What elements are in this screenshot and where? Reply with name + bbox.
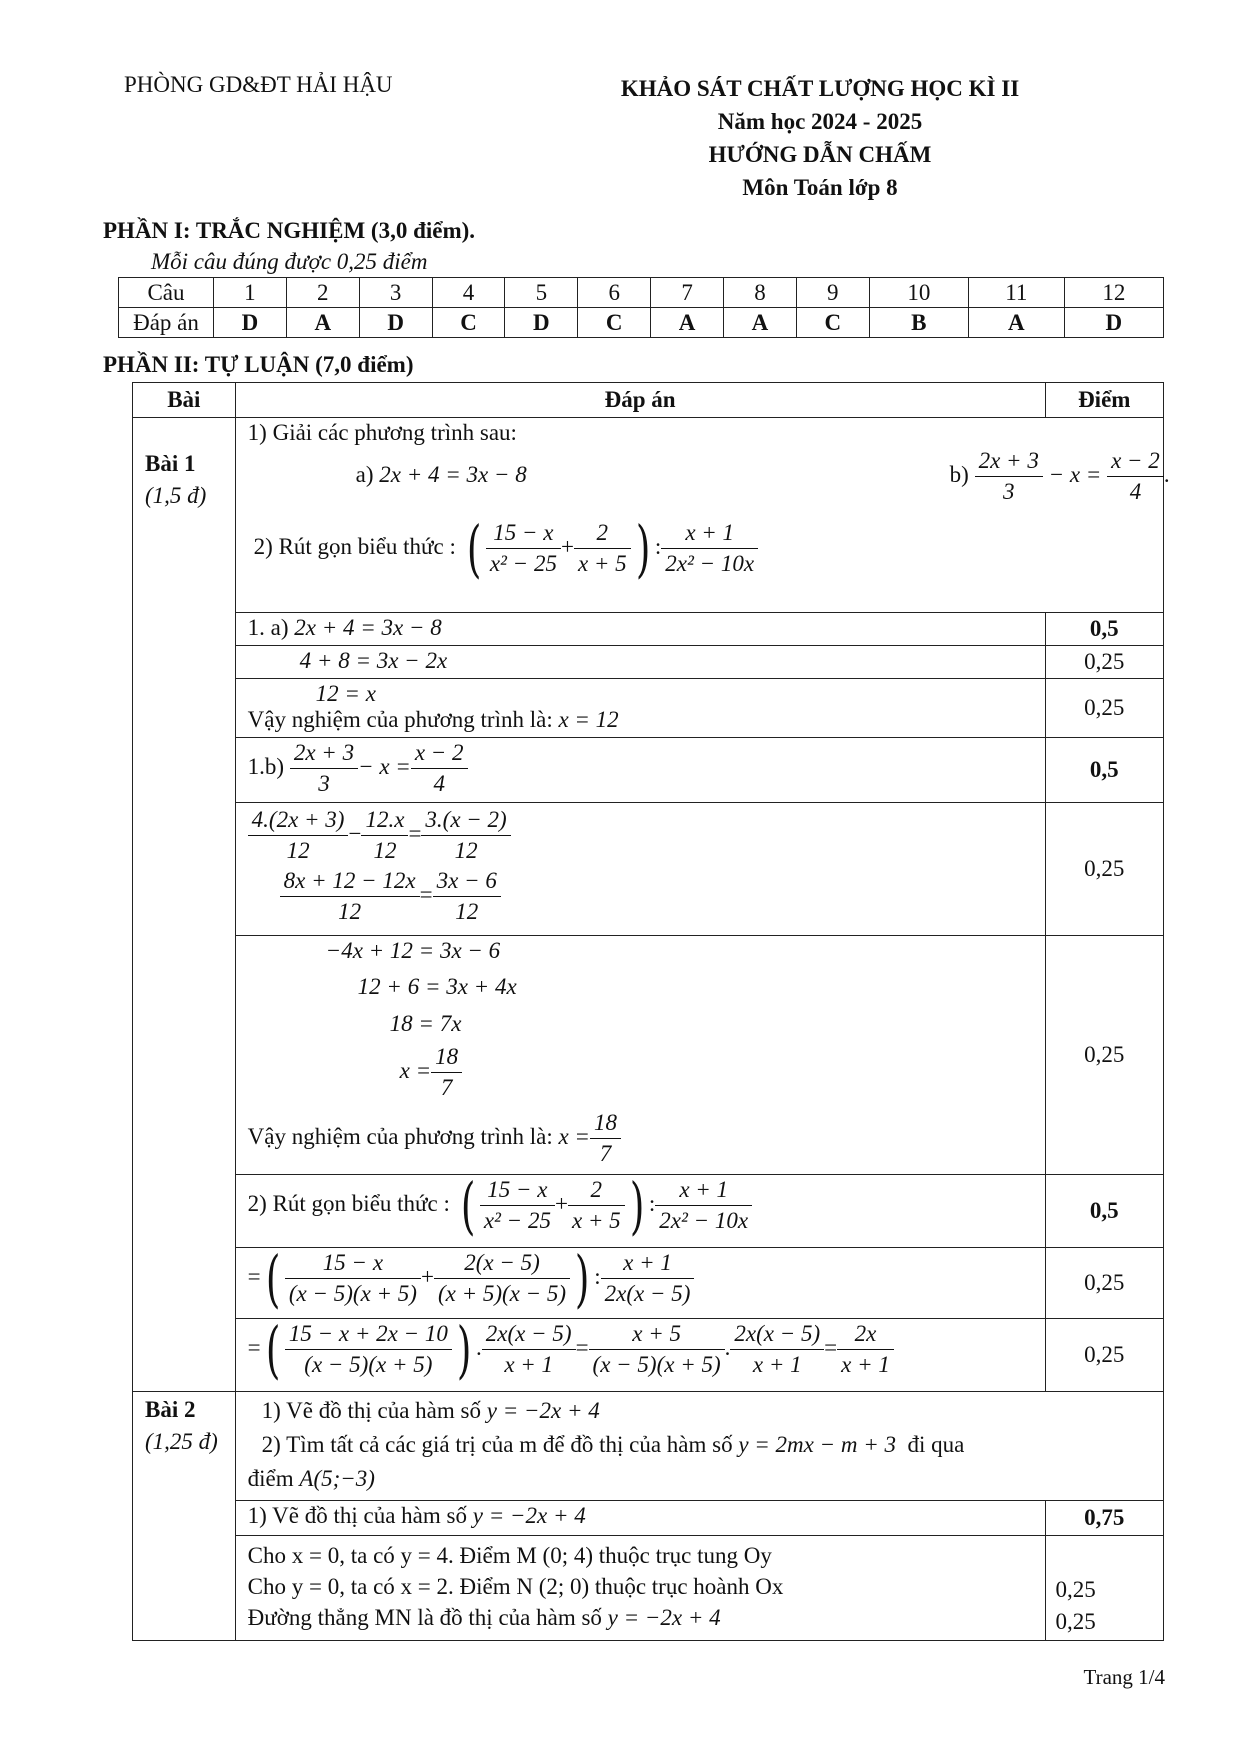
bai1-task2-label: 2) Rút gọn biểu thức :	[253, 533, 456, 559]
answer-letter: D	[505, 308, 578, 338]
step-eq: 2x + 4 = 3x − 8	[294, 615, 442, 640]
question-number: 4	[432, 278, 505, 308]
question-row-label: Câu	[119, 278, 214, 308]
part1-title: PHẦN I: TRẮC NGHIỆM (3,0 điểm).	[103, 218, 476, 243]
score: 0,25	[1055, 1609, 1096, 1634]
step-cell: 2) Rút gọn biểu thức : ( $\frac{15 - x}{\text{x² − 25}}$ + $\frac{2}{x + 5}$ ) : $\frac{x + 1}{\text{2x² − 10x}}$	[235, 1175, 1045, 1248]
step-label: 1.b)	[247, 753, 285, 779]
step-cell	[235, 1501, 1045, 1536]
question-row	[119, 278, 1164, 308]
bai2-task2-end: đi qua	[907, 1432, 965, 1457]
table-row	[133, 1501, 1164, 1536]
bai2-points: (1,25 đ)	[145, 1429, 218, 1454]
bai1-points: (1,5 đ)	[145, 483, 207, 508]
bai2-name: Bài 2	[145, 1397, 196, 1422]
table-row	[133, 646, 1164, 679]
score: 0,5	[1045, 738, 1164, 803]
score: 0,5	[1045, 613, 1164, 646]
bai2-problem-cell	[235, 1392, 1163, 1501]
table-row	[133, 1536, 1164, 1641]
bai1-problem-cell	[235, 418, 1170, 613]
step-eq: 4 + 8 = 3x − 2x	[299, 648, 448, 673]
score: 0,25	[1045, 936, 1164, 1175]
fraction: $\frac{2x + 3}{3}$	[975, 446, 1043, 507]
table-row	[133, 1248, 1164, 1319]
answer-letter: B	[869, 308, 968, 338]
table-row	[133, 1175, 1164, 1248]
table-row	[133, 936, 1164, 1175]
bai2-point-a: A(5;−3)	[299, 1466, 375, 1491]
school-year: Năm học 2024 - 2025	[717, 109, 923, 134]
col-header-dapan: Đáp án	[235, 383, 1045, 418]
conclusion-text: Vậy nghiệm của phương trình là:	[247, 707, 553, 732]
step-eq: 12 = x	[315, 681, 376, 706]
subject-title: Môn Toán lớp 8	[742, 175, 898, 200]
step-eq: 18 = 7x	[389, 1011, 462, 1036]
bai1-task1a	[356, 462, 527, 488]
step-eq: −4x + 12 = 3x − 6	[325, 938, 501, 963]
bai2-task2-line2: điểm	[247, 1466, 294, 1491]
step-cell	[235, 679, 1045, 738]
bai1-task1a-eq: 2x + 4 = 3x − 8	[379, 462, 527, 487]
table-row	[133, 613, 1164, 646]
answer-letter: D	[359, 308, 432, 338]
question-number: 12	[1064, 278, 1163, 308]
step-eq: y = −2x + 4	[607, 1605, 721, 1630]
table-row	[133, 738, 1164, 803]
answer-letter: C	[432, 308, 505, 338]
table-row	[133, 803, 1164, 936]
step-cell: −4x + 12 = 3x − 6 12 + 6 = 3x + 4x 18 = 7x x = $\frac{18}{7}$ Vậy nghiệm của phương trình là: x = $\frac{18}{7}$	[235, 936, 1045, 1175]
question-number: 7	[651, 278, 724, 308]
bai1-label-cell	[133, 418, 236, 1392]
table-row	[133, 418, 1164, 613]
bai2-task1-fn: y = −2x + 4	[486, 1398, 600, 1423]
question-number: 2	[286, 278, 359, 308]
table-row	[133, 679, 1164, 738]
answer-row	[119, 308, 1164, 338]
bai1-task1a-label: a)	[355, 462, 374, 487]
col-header-diem: Điểm	[1045, 383, 1164, 418]
essay-answer-table	[132, 382, 1170, 1641]
step-eq: y = −2x + 4	[472, 1503, 586, 1528]
step-label: 1. a)	[247, 615, 289, 640]
bai2-label-cell	[133, 1392, 236, 1641]
score: 0,25	[1055, 1577, 1096, 1602]
table-row	[133, 1319, 1164, 1392]
question-number: 6	[578, 278, 651, 308]
table-row	[133, 1392, 1164, 1501]
step-cell: $\frac{4.(2x + 3)}{12}$ − $\frac{12.x}{12}$ = $\frac{3.(x - 2)}{12}$ $\frac{8x + 12 - 12x}{12}$ = $\frac{3x - 6}{12}$	[235, 803, 1045, 936]
step-cell: =( $\frac{15 - x}{(x - 5)(x + 5)}$ + $\frac{2(x - 5)}{(x + 5)(x - 5)}$ ) : $\frac{x + 1}{2x(x - 5)}$	[235, 1248, 1045, 1319]
exam-header	[560, 72, 1080, 204]
bai1-name: Bài 1	[145, 451, 196, 476]
conclusion-text: Vậy nghiệm của phương trình là:	[247, 1123, 553, 1149]
bai2-task1: 1) Vẽ đồ thị của hàm số	[261, 1398, 481, 1423]
answer-letter: D	[214, 308, 287, 338]
bai1-task1b-label: b)	[949, 461, 969, 487]
solution: x = 12	[558, 707, 619, 732]
guide-title: HƯỚNG DẪN CHẤM	[708, 142, 932, 167]
step-cell	[235, 613, 1045, 646]
score-cell	[1045, 1536, 1164, 1641]
answer-letter: A	[286, 308, 359, 338]
question-number: 10	[869, 278, 968, 308]
score: 0,25	[1045, 803, 1164, 936]
step-eq: 12 + 6 = 3x + 4x	[357, 974, 517, 999]
score: 0,5	[1045, 1175, 1164, 1248]
step-text: 1) Vẽ đồ thị của hàm số	[247, 1503, 467, 1528]
step-cell: 1.b) $\frac{2x + 3}{3}$ − x = $\frac{x - 2}{4}$	[235, 738, 1045, 803]
answer-letter: A	[968, 308, 1064, 338]
step-cell	[235, 1536, 1045, 1641]
answer-letter: C	[796, 308, 869, 338]
score: 0,75	[1045, 1501, 1164, 1536]
bai1-task1: 1) Giải các phương trình sau:	[247, 420, 517, 445]
exam-title: KHẢO SÁT CHẤT LƯỢNG HỌC KÌ II	[620, 76, 1020, 101]
answer-letter: A	[724, 308, 797, 338]
bai2-task2-fn: y = 2mx − m + 3	[738, 1432, 897, 1457]
score: 0,25	[1045, 646, 1164, 679]
score: 0,25	[1045, 1319, 1164, 1392]
bai1-task1b: b) $\frac{2x + 3}{3}$ − x = $\frac{x - 2}{4}$ .	[950, 446, 1170, 507]
question-number: 1	[214, 278, 287, 308]
fraction: $\frac{x - 2}{4}$	[1107, 446, 1164, 507]
page-number: Trang 1/4	[1083, 1665, 1165, 1689]
step-cell: =( $\frac{15 - x + 2x - 10}{(x - 5)(x + 5)}$ ) . $\frac{2x(x - 5)}{x + 1}$ = $\frac{x + 5}{(x - 5)(x + 5)}$ . $\frac{2x(x - 5)}{x + 1}$ = $\frac{2x}{x + 1}$	[235, 1319, 1045, 1392]
mcq-answer-table	[118, 277, 1164, 338]
question-number: 9	[796, 278, 869, 308]
score: 0,25	[1045, 1248, 1164, 1319]
bai2-task2: 2) Tìm tất cả các giá trị của m để đồ thị của hàm số	[261, 1432, 733, 1457]
step-text: Cho x = 0, ta có y = 4. Điểm M (0; 4) thuộc trục tung Oy	[247, 1543, 772, 1568]
question-number: 11	[968, 278, 1064, 308]
col-header-bai: Bài	[133, 383, 236, 418]
part2-title: PHẦN II: TỰ LUẬN (7,0 điểm)	[103, 352, 414, 377]
answer-letter: D	[1064, 308, 1163, 338]
step-label: 2) Rút gọn biểu thức :	[247, 1190, 450, 1216]
step-cell	[235, 646, 1045, 679]
table-header-row	[133, 383, 1164, 418]
answer-letter: A	[651, 308, 724, 338]
step-text: Cho y = 0, ta có x = 2. Điểm N (2; 0) thuộc trục hoành Ox	[247, 1574, 784, 1599]
step-text: Đường thẳng MN là đồ thị của hàm số	[247, 1605, 602, 1630]
answer-letter: C	[578, 308, 651, 338]
question-number: 3	[359, 278, 432, 308]
bai1-task2: 2) Rút gọn biểu thức : ( $\frac{15 - x}{\text{x² − 25}}$ + $\frac{2}{x + 5}$ ) : $\frac{x + 1}{\text{2x² − 10x}}$	[254, 518, 758, 579]
answer-row-label: Đáp án	[119, 308, 214, 338]
department-name: PHÒNG GD&ĐT HẢI HẬU	[124, 72, 393, 97]
question-number: 8	[724, 278, 797, 308]
question-number: 5	[505, 278, 578, 308]
score: 0,25	[1045, 679, 1164, 738]
part1-note: Mỗi câu đúng được 0,25 điểm	[151, 249, 428, 274]
